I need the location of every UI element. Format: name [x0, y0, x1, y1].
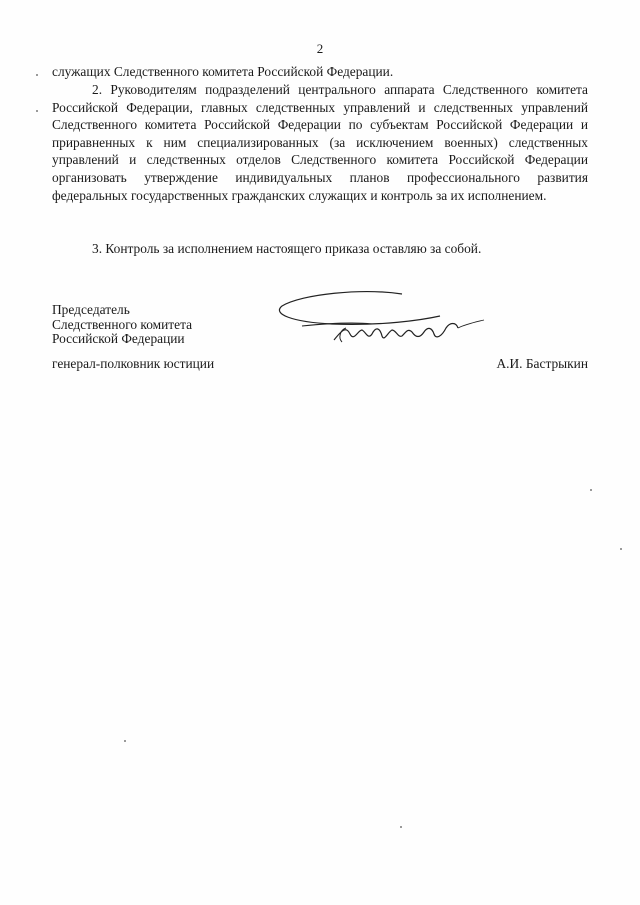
signer-name: А.И. Бастрыкин — [496, 356, 588, 371]
paragraph-item-2: 2. Руководителям подразделений центрального аппарата Следственного комитета Российской Федерации, главных следственных управлений и следственных управлений Следственного комитета Российской Федерации по субъектам Российской Федерации и приравненных к ним специализированных (за исключением военных) следственных управлений и следственных отделов Следственного комитета Российской Федерации организовать утверждение индивидуальных планов профессионального развития федеральных государственных гражданских служащих и контроль за их исполнением. — [52, 82, 588, 203]
scan-speck — [36, 74, 38, 76]
page-number: 2 — [316, 41, 324, 56]
scan-speck — [124, 740, 126, 742]
scan-speck — [36, 110, 38, 112]
scan-speck — [590, 489, 592, 491]
scan-speck — [620, 548, 622, 550]
signer-title — [52, 303, 192, 347]
handwritten-signature — [272, 286, 492, 356]
signer-rank: генерал-полковник юстиции — [52, 356, 215, 371]
signer-title-line-1: Председатель — [52, 302, 130, 317]
signer-title-line-3: Российской Федерации — [52, 331, 185, 347]
paragraph-continuation: служащих Следственного комитета Российской Федерации. — [52, 64, 394, 79]
scan-speck — [400, 826, 402, 828]
signer-title-line-2: Следственного комитета — [52, 316, 193, 332]
paragraph-item-3: 3. Контроль за исполнением настоящего приказа оставляю за собой. — [92, 241, 482, 256]
